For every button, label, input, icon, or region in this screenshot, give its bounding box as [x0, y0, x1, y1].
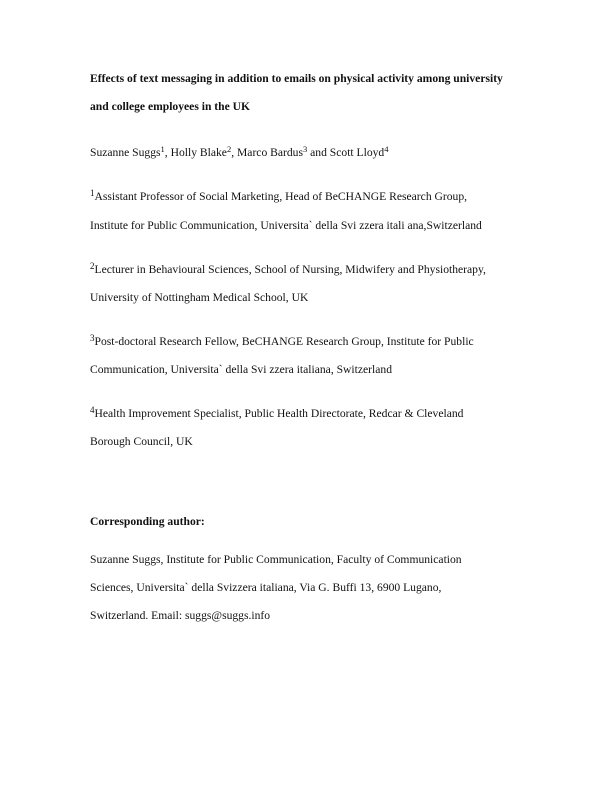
author-separator: ,: [231, 146, 237, 159]
affiliation-text: Post-doctoral Research Fellow, BeCHANGE Research Group, Institute for Public: [94, 335, 474, 348]
author-name: Marco Bardus: [236, 146, 303, 159]
affiliation-3-line-2: Communication, Universita` della Svi zzera italiana, Switzerland: [90, 363, 392, 376]
author-separator: and: [307, 146, 330, 159]
affiliation-1-line-1: [90, 190, 530, 204]
affiliation-number: 3: [90, 333, 95, 343]
affiliation-text: Assistant Professor of Social Marketing, Head of BeCHANGE Research Group,: [94, 190, 468, 203]
author-affiliation-marker: 4: [384, 144, 389, 154]
corresponding-author-heading: Corresponding author:: [90, 515, 205, 528]
paper-title-line-2: and college employees in the UK: [90, 100, 251, 113]
affiliation-number: 4: [90, 405, 95, 415]
affiliation-text: Health Improvement Specialist, Public Health Directorate, Redcar & Cleveland: [94, 407, 464, 420]
author-name: Holly Blake: [170, 146, 227, 159]
author-affiliation-marker: 2: [226, 144, 232, 154]
affiliation-4-line-1: [90, 407, 530, 421]
author-name: Scott Lloyd: [329, 146, 385, 159]
corresponding-author-line-3: Switzerland. Email: suggs@suggs.info: [90, 609, 271, 622]
affiliation-2-line-1: [90, 263, 530, 277]
paper-title-line-1: Effects of text messaging in addition to emails on physical activity among university: [90, 72, 503, 85]
author-list: [90, 146, 530, 160]
affiliation-text: Lecturer in Behavioural Sciences, School of Nursing, Midwifery and Physiotherapy,: [94, 263, 486, 276]
author-name: Suzanne Suggs: [90, 146, 161, 159]
affiliation-4-line-2: Borough Council, UK: [90, 435, 193, 448]
author-affiliation-marker: 3: [303, 144, 308, 154]
author-separator: ,: [164, 146, 171, 159]
author-affiliation-marker: 1: [160, 144, 165, 154]
affiliation-2-line-2: University of Nottingham Medical School, UK: [90, 291, 309, 304]
affiliation-3-line-1: [90, 335, 530, 349]
affiliation-number: 1: [90, 188, 95, 198]
affiliation-1-line-2: Institute for Public Communication, Universita` della Svi zzera itali ana,Switzerland: [90, 219, 482, 232]
affiliation-number: 2: [90, 261, 95, 271]
corresponding-author-line-1: Suzanne Suggs, Institute for Public Communication, Faculty of Communication: [90, 553, 462, 566]
corresponding-author-line-2: Sciences, Universita` della Svizzera italiana, Via G. Buffi 13, 6900 Lugano,: [90, 581, 442, 594]
